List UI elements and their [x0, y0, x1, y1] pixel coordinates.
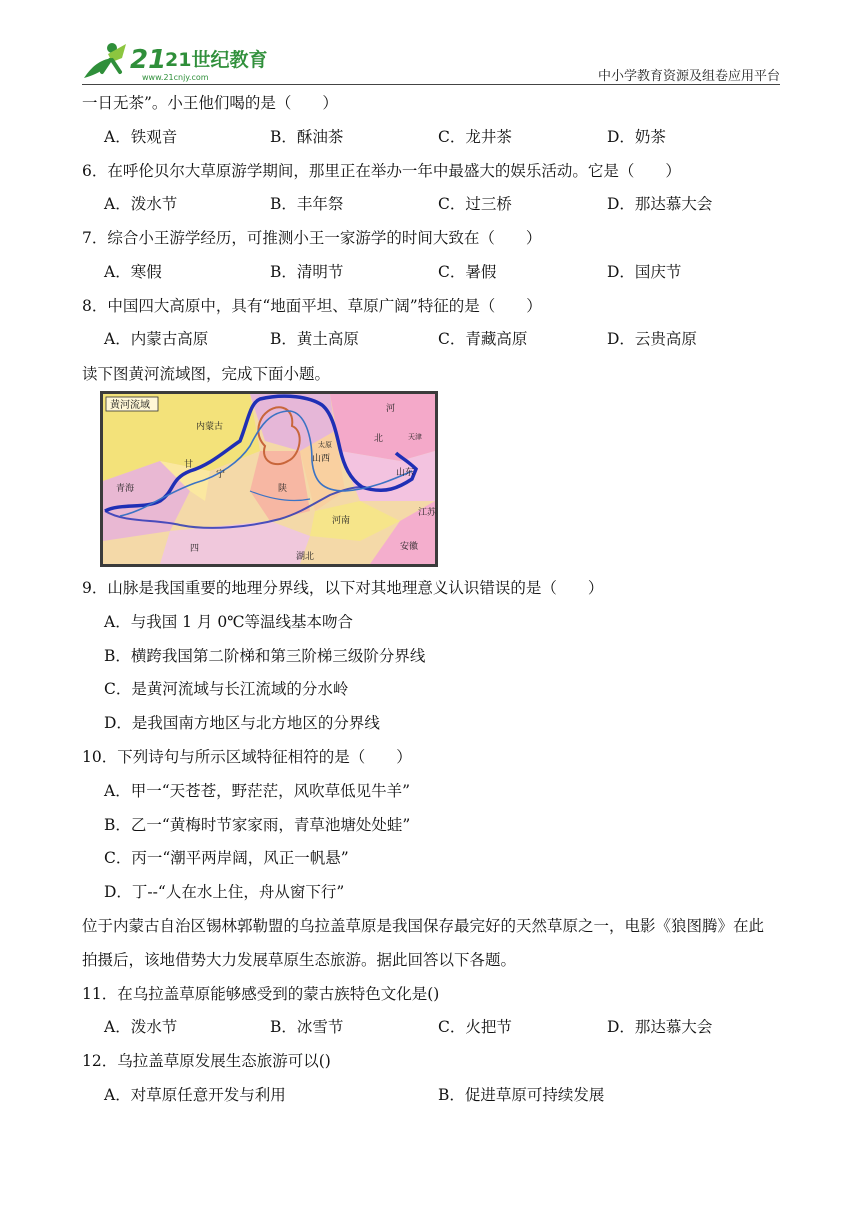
- q5-option-b[interactable]: B．酥油茶: [270, 128, 344, 146]
- map-region-hebei: [330, 394, 435, 461]
- q6-stem: 6．在呼伦贝尔大草原游学期间，那里正在举办一年中最盛大的娱乐活动。它是（ ）: [82, 162, 681, 180]
- q12-options: [0, 1085, 860, 1105]
- q9-stem: 9．山脉是我国重要的地理分界线，以下对其地理意义认识错误的是（ ）: [82, 579, 604, 597]
- map-label: 天津: [408, 433, 422, 441]
- map-label: 青海: [116, 484, 135, 494]
- map-label: 陕: [278, 484, 288, 494]
- q7-stem: 7．综合小王游学经历，可推测小王一家游学的时间大致在（ ）: [82, 229, 542, 247]
- map-title: 黄河流域: [110, 400, 150, 411]
- q7-option-d[interactable]: D．国庆节: [607, 263, 682, 281]
- q6-option-c[interactable]: C．过三桥: [438, 195, 512, 213]
- map-label: 太原: [318, 441, 332, 449]
- q10-option-d[interactable]: D．丁--“人在水上住，舟从窗下行”: [104, 883, 345, 901]
- q11-option-b[interactable]: B．冰雪节: [270, 1018, 344, 1036]
- yellow-river-basin-map: [100, 391, 438, 567]
- map-label: 河: [386, 404, 396, 414]
- q5-option-a[interactable]: A．铁观音: [104, 128, 178, 146]
- q11-options: [0, 1017, 860, 1037]
- q10-option-a[interactable]: A．甲一“天苍苍，野茫茫，风吹草低见牛羊”: [104, 782, 411, 800]
- map-label: 河南: [332, 516, 351, 526]
- svg-text:21: 21: [130, 45, 167, 75]
- passage-line-1: 位于内蒙古自治区锡林郭勒盟的乌拉盖草原是我国保存最完好的天然草原之一，电影《狼图腾》在此: [82, 917, 765, 935]
- q11-stem: 11．在乌拉盖草原能够感受到的蒙古族特色文化是(): [82, 985, 440, 1003]
- q9-option-b[interactable]: B．横跨我国第二阶梯和第三阶梯三级阶分界线: [104, 647, 426, 665]
- q10-option-c[interactable]: C．丙一“潮平两岸阔，风正一帆悬”: [104, 849, 349, 867]
- map-label: 甘: [184, 460, 194, 470]
- q7-options: [0, 262, 860, 282]
- q6-option-a[interactable]: A．泼水节: [104, 195, 178, 213]
- q8-option-d[interactable]: D．云贵高原: [607, 330, 697, 348]
- map-intro: 读下图黄河流域图，完成下面小题。: [82, 365, 331, 383]
- map-label: 山东: [396, 468, 415, 478]
- q8-options: [0, 329, 860, 349]
- q8-option-c[interactable]: C．青藏高原: [438, 330, 528, 348]
- map-label: 安徽: [400, 542, 419, 552]
- q10-option-b[interactable]: B．乙一“黄梅时节家家雨，青草池塘处处蛙”: [104, 816, 411, 834]
- q9-option-d[interactable]: D．是我国南方地区与北方地区的分界线: [104, 714, 380, 732]
- 21cnjy-logo: [82, 38, 268, 84]
- map-label: 北: [374, 434, 384, 444]
- q6-options: [0, 194, 860, 214]
- header-divider: [82, 84, 780, 85]
- map-label: 江苏: [418, 508, 437, 518]
- map-label: 湖北: [296, 552, 315, 562]
- q9-option-c[interactable]: C．是黄河流域与长江流域的分水岭: [104, 680, 349, 698]
- svg-text:21世纪教育: 21世纪教育: [165, 49, 268, 71]
- q6-option-b[interactable]: B．丰年祭: [270, 195, 344, 213]
- q6-option-d[interactable]: D．那达慕大会: [607, 195, 713, 213]
- svg-text:www.21cnjy.com: www.21cnjy.com: [142, 73, 209, 82]
- q10-stem: 10．下列诗句与所示区域特征相符的是（ ）: [82, 748, 412, 766]
- page-header: [82, 38, 780, 86]
- q5-option-d[interactable]: D．奶茶: [607, 128, 666, 146]
- q12-option-a[interactable]: A．对草原任意开发与利用: [104, 1086, 286, 1104]
- q12-stem: 12．乌拉盖草原发展生态旅游可以(): [82, 1052, 331, 1070]
- platform-name: 中小学教育资源及组卷应用平台: [597, 69, 780, 84]
- map-label: 宁: [216, 470, 226, 480]
- q7-option-b[interactable]: B．清明节: [270, 263, 344, 281]
- map-label: 四: [190, 544, 200, 554]
- q11-option-c[interactable]: C．火把节: [438, 1018, 512, 1036]
- map-label: 山西: [312, 454, 331, 464]
- q8-option-a[interactable]: A．内蒙古高原: [104, 330, 209, 348]
- q8-stem: 8．中国四大高原中，具有“地面平坦、草原广阔”特征的是（ ）: [82, 297, 542, 315]
- q5-option-c[interactable]: C．龙井茶: [438, 128, 512, 146]
- q7-option-a[interactable]: A．寒假: [104, 263, 162, 281]
- q12-option-b[interactable]: B．促进草原可持续发展: [438, 1086, 605, 1104]
- q11-option-a[interactable]: A．泼水节: [104, 1018, 178, 1036]
- q5-options: [0, 127, 860, 147]
- q5-stem-continued: 一日无茶”。小王他们喝的是（ ）: [82, 94, 338, 112]
- q11-option-d[interactable]: D．那达慕大会: [607, 1018, 713, 1036]
- q9-option-a[interactable]: A．与我国 1 月 0℃等温线基本吻合: [104, 613, 354, 631]
- q7-option-c[interactable]: C．暑假: [438, 263, 497, 281]
- map-label: 内蒙古: [196, 422, 224, 432]
- q8-option-b[interactable]: B．黄土高原: [270, 330, 359, 348]
- passage-line-2: 拍摄后，该地借势大力发展草原生态旅游。据此回答以下各题。: [82, 951, 517, 969]
